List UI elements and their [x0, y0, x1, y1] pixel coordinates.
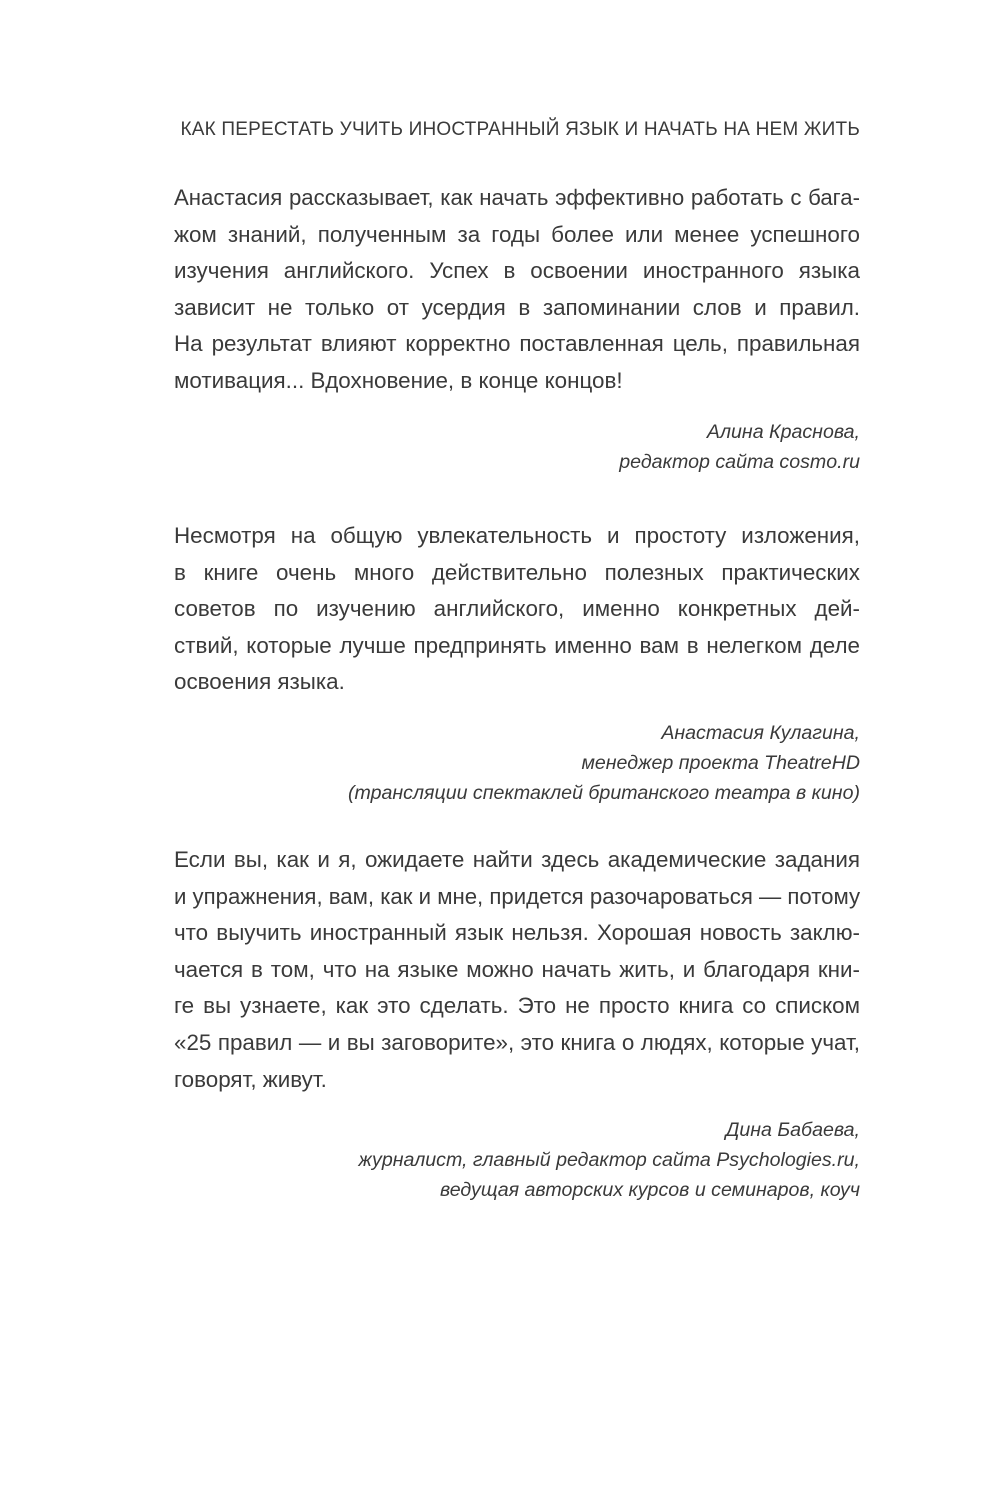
text-line: Несмотря на общую увлекательность и простоту изложения, — [174, 523, 860, 548]
text-line: и упражнения, вам, как и мне, придется разочароваться — потому — [174, 883, 861, 909]
author-role: менеджер проекта TheatreHD — [581, 751, 860, 774]
review-attribution — [174, 1115, 860, 1205]
text-line: мотивация... Вдохновение, в конце концов! — [174, 367, 623, 393]
text-line: ге вы узнаете, как это сделать. Это не просто книга со списком — [174, 993, 860, 1019]
author-role: журналист, главный редактор сайта Psychologies.ru, — [358, 1149, 860, 1172]
text-line: жом знаний, полученным за годы более или менее успешного — [174, 221, 860, 247]
text-line: освоения языка. — [174, 669, 345, 695]
review-text — [174, 518, 860, 701]
text-line: Если вы, как и я, ожидаете найти здесь академические задания — [174, 847, 860, 872]
text-line: говорят, живут. — [174, 1066, 327, 1092]
text-line: Анастасия рассказывает, как начать эффективно работать с бага- — [174, 185, 860, 210]
text-line: «25 правил — и вы заговорите», это книга о людях, которые учат, — [174, 1029, 860, 1055]
text-line: что выучить иностранный язык нельзя. Хорошая новость заклю- — [174, 920, 860, 946]
review-text — [174, 180, 860, 400]
author-role: редактор сайта cosmo.ru — [619, 450, 860, 473]
review-block — [174, 842, 860, 1205]
review-attribution — [174, 417, 860, 477]
author-role: (трансляции спектаклей британского театра в кино) — [347, 781, 860, 804]
text-line: изучения английского. Успех в освоении иностранного языка — [174, 258, 860, 284]
review-block — [174, 180, 860, 477]
text-line: чается в том, что на языке можно начать жить, и благодаря кни- — [174, 956, 860, 982]
book-page — [174, 0, 860, 1488]
text-line: советов по изучению английского, именно конкретных дей- — [174, 596, 860, 622]
text-line: в книге очень много действительно полезных практических — [174, 559, 860, 585]
author-name: Дина Бабаева, — [725, 1119, 860, 1142]
author-name: Анастасия Кулагина, — [661, 721, 860, 744]
text-line: На результат влияют корректно поставленная цель, правильная — [174, 331, 860, 357]
text-line: ствий, которые лучше предпринять именно вам в нелегком деле — [174, 632, 860, 658]
review-text — [174, 842, 860, 1098]
author-role: ведущая авторских курсов и семинаров, коуч — [439, 1179, 860, 1202]
author-name: Алина Краснова, — [706, 420, 860, 443]
running-head: КАК ПЕРЕСТАТЬ УЧИТЬ ИНОСТРАННЫЙ ЯЗЫК И НАЧАТЬ НА НЕМ ЖИТЬ — [180, 119, 860, 140]
review-attribution — [174, 718, 860, 808]
review-block — [174, 518, 860, 808]
text-line: зависит не только от усердия в запоминании слов и правил. — [174, 294, 860, 320]
